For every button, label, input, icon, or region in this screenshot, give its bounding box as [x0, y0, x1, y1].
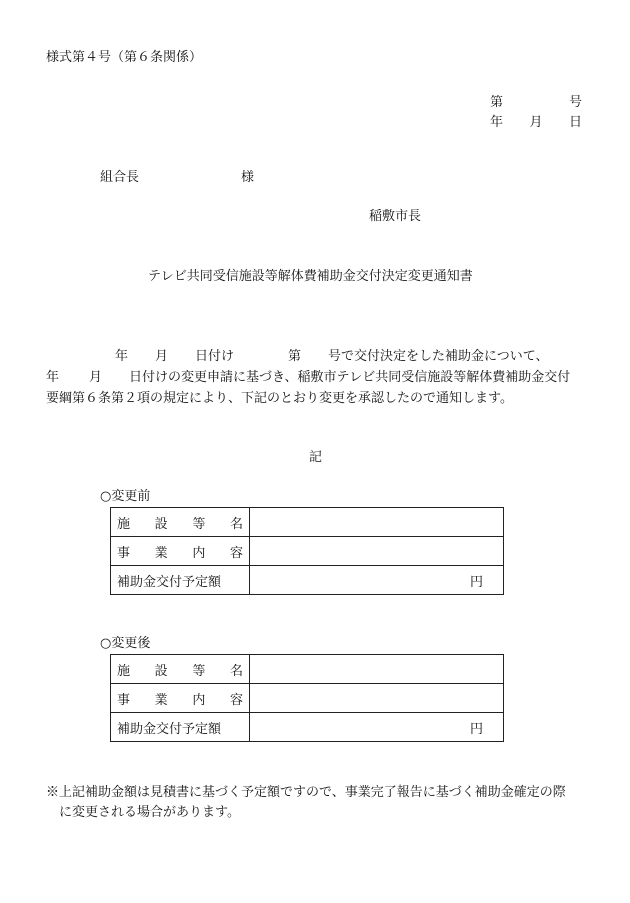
label-char: 等 — [192, 663, 206, 679]
label-char: 内 — [192, 545, 206, 561]
label-char: 名 — [229, 516, 243, 532]
after-business-value[interactable] — [250, 684, 504, 713]
body-l2-month: 月 — [89, 370, 103, 385]
doc-number-prefix: 第 — [490, 95, 504, 110]
form-id: 様式第４号（第６条関係） — [46, 50, 203, 65]
after-amount-value[interactable]: 円 — [250, 713, 504, 742]
after-table — [110, 654, 504, 742]
before-amount-value[interactable]: 円 — [250, 566, 504, 595]
after-heading: ○変更後 — [100, 636, 151, 651]
body-l2-year: 年 — [46, 370, 60, 385]
label-business — [111, 684, 250, 713]
note — [46, 783, 591, 823]
body-l1-rest: 号で交付決定をした補助金について、 — [328, 349, 549, 364]
label-char: 業 — [154, 545, 168, 561]
body-l1-month: 月 — [155, 349, 169, 364]
label-char: 設 — [154, 663, 168, 679]
label-char: 内 — [192, 692, 206, 708]
after-facility-value[interactable] — [250, 655, 504, 684]
body-l3: 要綱第６条第２項の規定により、下記のとおり変更を承認したので通知します。 — [46, 391, 513, 406]
label-char: 設 — [154, 516, 168, 532]
label-char: 容 — [229, 545, 243, 561]
table-row — [111, 713, 504, 742]
addressee-title: 組合長 — [100, 170, 140, 185]
label-char: 容 — [229, 692, 243, 708]
label-char: 等 — [192, 516, 206, 532]
table-row — [111, 537, 504, 566]
before-facility-value[interactable] — [250, 508, 504, 537]
table-row — [111, 684, 504, 713]
date-day: 日 — [568, 115, 582, 130]
label-char: 施 — [117, 663, 131, 679]
body-l2-rest: 日付けの変更申請に基づき、稲敷市テレビ共同受信施設等解体費補助金交付 — [129, 370, 571, 385]
doc-number-suffix: 号 — [568, 95, 582, 110]
label-char: 施 — [117, 516, 131, 532]
label-amount: 補助金交付予定額 — [111, 713, 250, 742]
date-month: 月 — [529, 115, 543, 130]
label-char: 事 — [117, 545, 131, 561]
before-business-value[interactable] — [250, 537, 504, 566]
label-char: 名 — [229, 663, 243, 679]
label-facility — [111, 508, 250, 537]
label-business — [111, 537, 250, 566]
before-table — [110, 507, 504, 595]
body-l1-year: 年 — [115, 349, 129, 364]
issuer: 稲敷市長 — [369, 209, 422, 224]
label-char: 事 — [117, 692, 131, 708]
label-amount: 補助金交付予定額 — [111, 566, 250, 595]
table-row — [111, 508, 504, 537]
ki-heading: 記 — [309, 450, 323, 465]
note-line-1: ※上記補助金額は見積書に基づく予定額ですので、事業完了報告に基づく補助金確定の際 — [46, 785, 566, 800]
body-l1-day: 日付け — [195, 349, 235, 364]
table-row — [111, 655, 504, 684]
document-title: テレビ共同受信施設等解体費補助金交付決定変更通知書 — [148, 269, 473, 284]
note-line-2: に変更される場合があります。 — [59, 805, 240, 820]
addressee-honorific: 様 — [241, 170, 255, 185]
document-number — [490, 91, 582, 110]
date-year: 年 — [490, 115, 504, 130]
label-char: 業 — [154, 692, 168, 708]
before-heading: ○変更前 — [100, 489, 151, 504]
label-facility — [111, 655, 250, 684]
document-date — [490, 111, 582, 130]
table-row — [111, 566, 504, 595]
body-l1-no-prefix: 第 — [288, 349, 302, 364]
